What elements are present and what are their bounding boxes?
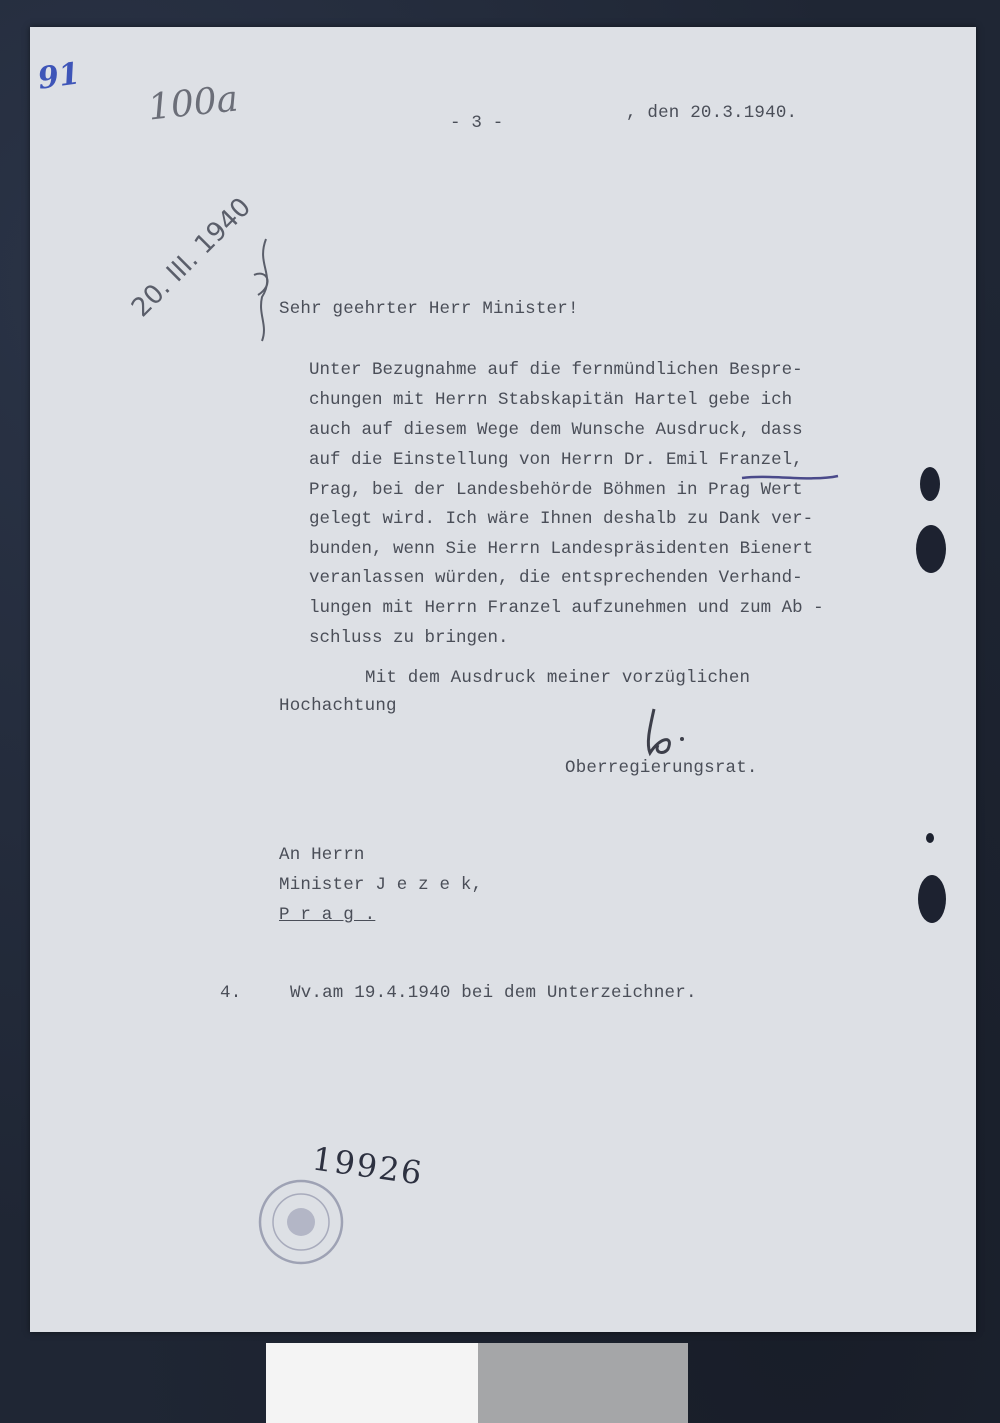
note-text: Wv.am 19.4.1940 bei dem Unterzeichner.: [290, 983, 697, 1003]
body-line: auch auf diesem Wege dem Wunsche Ausdruck, dass: [309, 420, 803, 440]
underline-mark-icon: [740, 470, 840, 484]
body-line: Unter Bezugnahme auf die fernmündlichen Bespre-: [309, 360, 803, 380]
gray-patch: [478, 1343, 688, 1423]
document-page: [30, 27, 976, 1332]
received-date-stamp: 20. III. 1940: [126, 192, 258, 324]
color-reference-strip: [266, 1343, 688, 1423]
punch-hole: [926, 833, 934, 843]
addressee-city: P r a g .: [279, 905, 376, 925]
punch-hole: [920, 467, 940, 501]
signature-icon: [640, 707, 690, 757]
page-reference: 100a: [146, 78, 241, 129]
body-line: veranlassen würden, die entsprechenden Verhand-: [309, 568, 803, 588]
white-patch: [266, 1343, 478, 1423]
body-line: auf die Einstellung von Herrn Dr. Emil Franzel,: [309, 450, 803, 470]
body-line: bunden, wenn Sie Herrn Landespräsidenten Bienert: [309, 539, 814, 559]
closing-line: Mit dem Ausdruck meiner vorzüglichen: [365, 668, 751, 688]
body-line: gelegt wird. Ich wäre Ihnen deshalb zu Dank ver-: [309, 509, 814, 529]
body-line: lungen mit Herrn Franzel aufzunehmen und zum Ab -: [309, 598, 824, 618]
addressee-line: Minister J e z e k,: [279, 875, 483, 895]
punch-hole: [918, 875, 946, 923]
closing-greeting: Hochachtung: [279, 696, 397, 716]
page-number: - 3 -: [450, 113, 504, 133]
archive-number: 19926: [309, 1139, 426, 1193]
body-line: schluss zu bringen.: [309, 628, 509, 648]
note-number: 4.: [220, 983, 242, 1003]
body-line: chungen mit Herrn Stabskapitän Hartel gebe ich: [309, 390, 793, 410]
addressee-line: An Herrn: [279, 845, 365, 865]
folio-mark: 91: [35, 56, 82, 97]
archive-seal-icon: [256, 1177, 346, 1267]
punch-hole: [916, 525, 946, 573]
signature-title: Oberregierungsrat.: [565, 758, 758, 778]
initial-mark-icon: [248, 235, 282, 345]
body-line: Prag, bei der Landesbehörde Böhmen in Prag Wert: [309, 480, 803, 500]
salutation: Sehr geehrter Herr Minister!: [279, 299, 579, 319]
date-line: , den 20.3.1940.: [626, 103, 798, 123]
